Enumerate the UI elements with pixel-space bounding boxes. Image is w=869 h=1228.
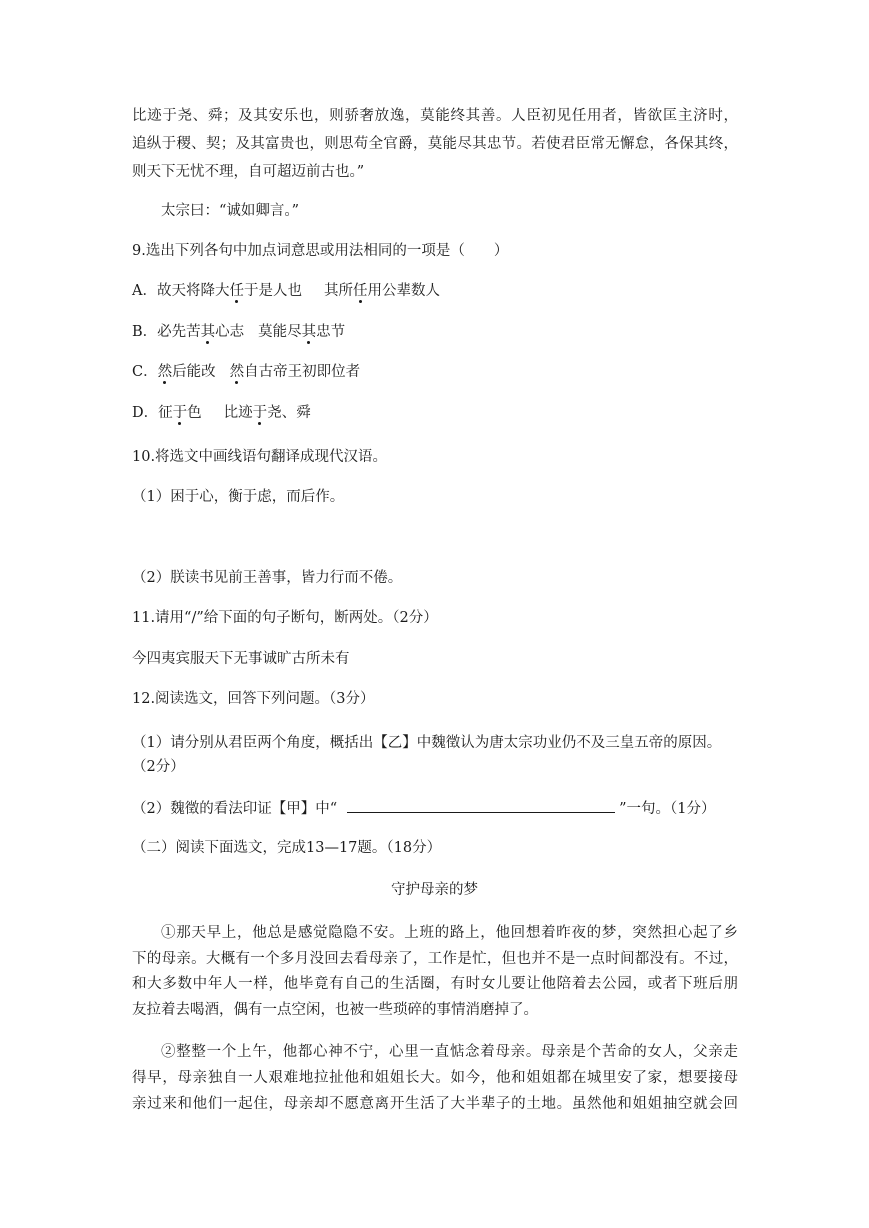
paragraph-line: ②整整一个上午，他都心神不宁，心里一直惦念着母亲。母亲是个苦命的女人，父亲走 (161, 1044, 738, 1060)
dotted-word: 于 (252, 405, 268, 421)
question-12-stem: 12.阅读选文，回答下列问题。（3分） (132, 691, 375, 707)
question-10-sub-2: （2）朕读书见前王善事，皆力行而不倦。 (132, 570, 403, 586)
paragraph-line: ①那天早上，他总是感觉隐隐不安。上班的路上，他回想着昨夜的梦，突然担心起了乡 (161, 925, 738, 941)
article-title: 守护母亲的梦 (391, 882, 478, 898)
passage-line: 则天下无忧不理，自可超迈前古也。” (132, 164, 365, 180)
option-a: A．故天将降大任于是人也 其所任用公辈数人 (132, 283, 440, 299)
paragraph-line: 亲过来和他们一起住，母亲却不愿意离开生活了大半辈子的土地。虽然他和姐姐抽空就会回 (132, 1096, 738, 1112)
dotted-word: 于 (172, 405, 188, 421)
passage-line: 太宗曰：“诚如卿言。” (161, 203, 300, 219)
paragraph-line: 得早，母亲独自一人艰难地拉扯他和姐姐长大。如今，他和姐姐都在城里安了家，想要接母 (132, 1070, 738, 1086)
question-12-sub-2: （2）魏徵的看法印证【甲】中“ ”一句。（1分） (132, 798, 716, 819)
paragraph-line: 和大多数中年人一样，他毕竟有自己的生活圈，有时女儿要让他陪着去公园，或者下班后朋 (132, 976, 738, 992)
paragraph-line: 友拉着去喝酒，偶有一点空闲，也被一些琐碎的事情消磨掉了。 (132, 1002, 538, 1018)
section-heading: （二）阅读下面选文，完成13—17题。（18分） (132, 840, 442, 856)
dotted-word: 然 (157, 364, 173, 380)
option-b: B．必先苦其心志 莫能尽其忠节 (132, 324, 346, 340)
passage-line: 比迹于尧、舜；及其安乐也，则骄奢放逸，莫能终其善。人臣初见任用者，皆欲匡主济时， (132, 108, 738, 124)
question-9-stem: 9.选出下列各句中加点词意思或用法相同的一项是（ ） (132, 243, 509, 259)
dotted-word: 然 (229, 364, 245, 380)
question-11-stem: 11.请用“/”给下面的句子断句，断两处。（2分） (132, 610, 438, 626)
paragraph-line: 下的母亲。大概有一个多月没回去看母亲了，工作是忙，但也并不是一点时间都没有。不过， (132, 951, 738, 967)
option-c: C．然后能改 然自古帝王初即位者 (132, 364, 361, 380)
passage-line: 追纵于稷、契；及其富贵也，则思苟全官爵，莫能尽其忠节。若使君臣常无懈怠，各保其终， (132, 136, 738, 152)
dotted-word: 任 (352, 283, 368, 299)
question-12-sub-1-score: （2分） (132, 759, 185, 775)
question-11-sentence: 今四夷宾服天下无事诚旷古所未有 (132, 651, 350, 667)
question-10-stem: 10.将选文中画线语句翻译成现代汉语。 (132, 449, 388, 465)
dotted-word: 任 (229, 283, 244, 299)
dotted-word: 其 (200, 324, 216, 340)
dotted-word: 其 (301, 324, 317, 340)
answer-blank[interactable] (347, 798, 615, 813)
question-12-sub-1: （1）请分别从君臣两个角度，概括出【乙】中魏徵认为唐太宗功业仍不及三皇五帝的原因。 (132, 735, 722, 751)
option-d: D．征于色 比迹于尧、舜 (132, 405, 311, 421)
question-10-sub-1: （1）困于心，衡于虑，而后作。 (132, 489, 345, 505)
